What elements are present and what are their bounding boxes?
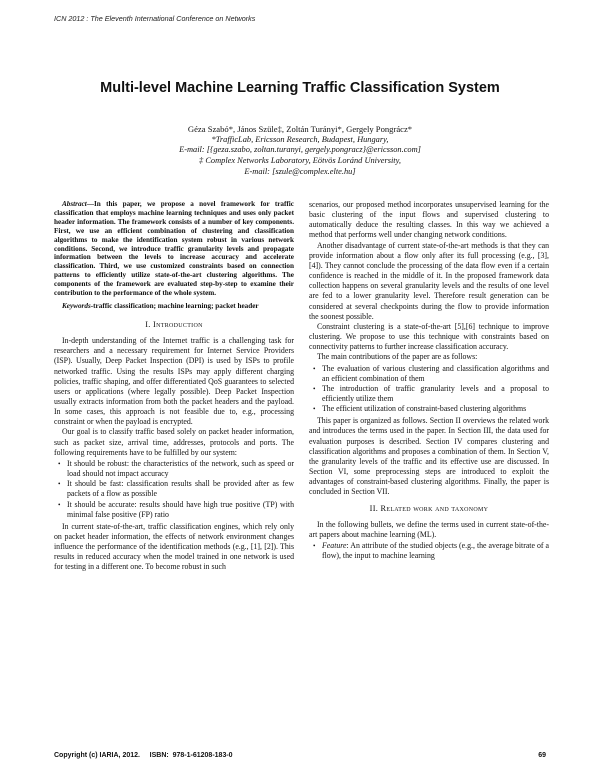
requirement-text: It should be robust: the characteristics of the network, such as speed or load should not impact accuracy xyxy=(67,458,294,479)
keywords xyxy=(54,302,294,311)
footer-copyright: Copyright (c) IARIA, 2012. ISBN: 978-1-61208-183-0 xyxy=(54,752,233,759)
contribution-text: The evaluation of various clustering and classification algorithms and an efficient combination of them xyxy=(322,363,549,383)
related-paragraph-1: In the following bullets, we define the terms used in current state-of-the-art papers about machine learning (ML). xyxy=(309,519,549,539)
bullet-icon: • xyxy=(313,364,316,373)
email-2: E-mail: [szule@complex.elte.hu] xyxy=(244,166,356,176)
bullet-icon: • xyxy=(58,459,61,468)
intro-paragraph-3: In current state-of-the-art, traffic classification engines, which rely only on packet header information, the effects of network environment changes influence the performance of the identification methods (e.g., [1], [2]). This results in reduced accuracy when the model trained in one network is used for testing in a different one. To become robust in such xyxy=(54,521,294,572)
intro-paragraph-5: Constraint clustering is a state-of-the-art [5],[6] technique to improve clustering. We propose to use this technique with constraints based on connectivity patterns to further increase classification accuracy. xyxy=(309,321,549,352)
page-number: 69 xyxy=(538,752,546,759)
intro-paragraph-6: The main contributions of the paper are as follows: xyxy=(317,352,478,362)
list-item xyxy=(313,541,549,561)
list-item xyxy=(313,404,549,414)
definition-term: Feature xyxy=(322,541,347,550)
author-names: Géza Szabó*, János Szüle‡, Zoltán Turányi*, Gergely Pongrácz* xyxy=(187,124,413,134)
bullet-icon: • xyxy=(313,405,316,414)
bullet-icon: • xyxy=(58,500,61,509)
affiliation-1: *TrafficLab, Ericsson Research, Budapest, Hungary, xyxy=(211,134,389,144)
section-heading-related-work: II. Related work and taxonomy xyxy=(369,503,489,513)
contributions-list xyxy=(309,364,549,415)
list-item xyxy=(313,383,549,404)
email-1: E-mail: [{geza.szabo, zoltan.turanyi, gergely.pongracz}@ericsson.com] xyxy=(179,145,421,155)
list-item xyxy=(58,479,294,499)
list-item xyxy=(58,499,294,520)
contribution-text: The efficient utilization of constraint-based clustering algorithms xyxy=(322,404,527,414)
list-item xyxy=(313,363,549,384)
bullet-icon: • xyxy=(313,384,316,393)
requirement-text: It should be fast: classification results shall be provided after as few packets of a flow as possible xyxy=(67,479,294,499)
requirements-list xyxy=(54,459,294,520)
right-column xyxy=(309,200,549,563)
affiliation-2: ‡ Complex Networks Laboratory, Eötvös Loránd University, xyxy=(199,156,401,166)
author-block xyxy=(100,124,500,178)
abstract xyxy=(54,200,294,298)
intro-paragraph-4: Another disadvantage of current state-of-the-art methods is that they can provide information about a flow only after its full processing (e.g., [3], [4]). They cannot conclude the processing of the data flow even if a certain confidence is reached in the middle of it. In the proposed framework data collection happens on several granularity levels and the results of one level are fed to a lower granularity level. Therefore result generation can be considered at several checkpoints during the flow to provide information the soonest possible. xyxy=(309,240,549,321)
intro-paragraph-7: This paper is organized as follows. Section II overviews the related work and introduces the terms used in the paper. In Section III, the data used for evaluation purposes is described. Section IV compares clustering and classification algorithms and proposes a combination of them. In Section V, the granularity levels of the traffic and its effective use are discussed. In Section VI, some preprocessing steps are introduced to exploit the advantages of constraint-based clustering algorithms. Finally, the paper is concluded in Section VII. xyxy=(309,416,549,497)
abstract-text: —In this paper, we propose a novel framework for traffic classification that employs machine learning techniques and uses only packet header information. The framework consists of a number of key components. First, we use an efficient combination of clustering and classification algorithms to make the identification system robust in various network conditions. Second, we introduce traffic granularity levels and propagate information between the levels to increase accuracy and accelerate classification. Third, we use customized constraints based on connection patterns to efficiently utilize state-of-the-art clustering algorithms. The components of the framework are evaluated step-by-step to examine their contribution to the performance of the whole system. xyxy=(54,200,294,298)
section-heading-introduction: I. Introduction xyxy=(145,319,203,329)
left-column xyxy=(54,200,294,573)
paper-title: Multi-level Machine Learning Traffic Classification System xyxy=(100,80,500,96)
intro-paragraph-2: Our goal is to classify traffic based solely on packet header information, such as packet size, arrival time, addresses, protocols and ports. The following requirements have to be fulfilled by our system: xyxy=(54,427,294,457)
requirement-text: It should be accurate: results should have high true positive (TP) with minimal false positive (FP) ratio xyxy=(67,499,294,519)
bullet-icon: • xyxy=(313,542,316,550)
definitions-list xyxy=(309,541,549,561)
keywords-lead: Keywords xyxy=(62,301,91,310)
intro-paragraph-3-continued: scenarios, our proposed method incorporates unsupervised learning for the basic clustering of the input flows and supervised clustering to automatically deduce the resulting classes. In this way we achieved a method that performs well under changing network conditions. xyxy=(309,200,549,240)
running-header: ICN 2012 : The Eleventh International Conference on Networks xyxy=(54,14,256,23)
abstract-lead: Abstract xyxy=(62,200,87,208)
keywords-text: -traffic classification; machine learning; packet header xyxy=(90,301,259,310)
list-item xyxy=(58,458,294,479)
contribution-text: The introduction of traffic granularity levels and a proposal to efficiently utilize them xyxy=(322,383,549,403)
bullet-icon: • xyxy=(58,480,61,489)
definition-text: : An attribute of the studied objects (e.g., the average bitrate of a flow), the input to machine learning xyxy=(322,541,549,561)
intro-paragraph-1: In-depth understanding of the Internet traffic is a challenging task for researchers and a necessary requirement for Internet Service Providers (ISP). Usually, Deep Packet Inspection (DPI) is used by ISPs to profile networked traffic. Using the results ISPs may apply different charging policies, traffic shaping, and offer differentiated QoS guarantees to selected users or applications (where legally possible). Deep Packet Inspection usually extracts information from both the packet headers and the payload. In some cases, this approach is not feasible due to, e.g., processing constraint or when the payload is encrypted. xyxy=(54,336,294,427)
